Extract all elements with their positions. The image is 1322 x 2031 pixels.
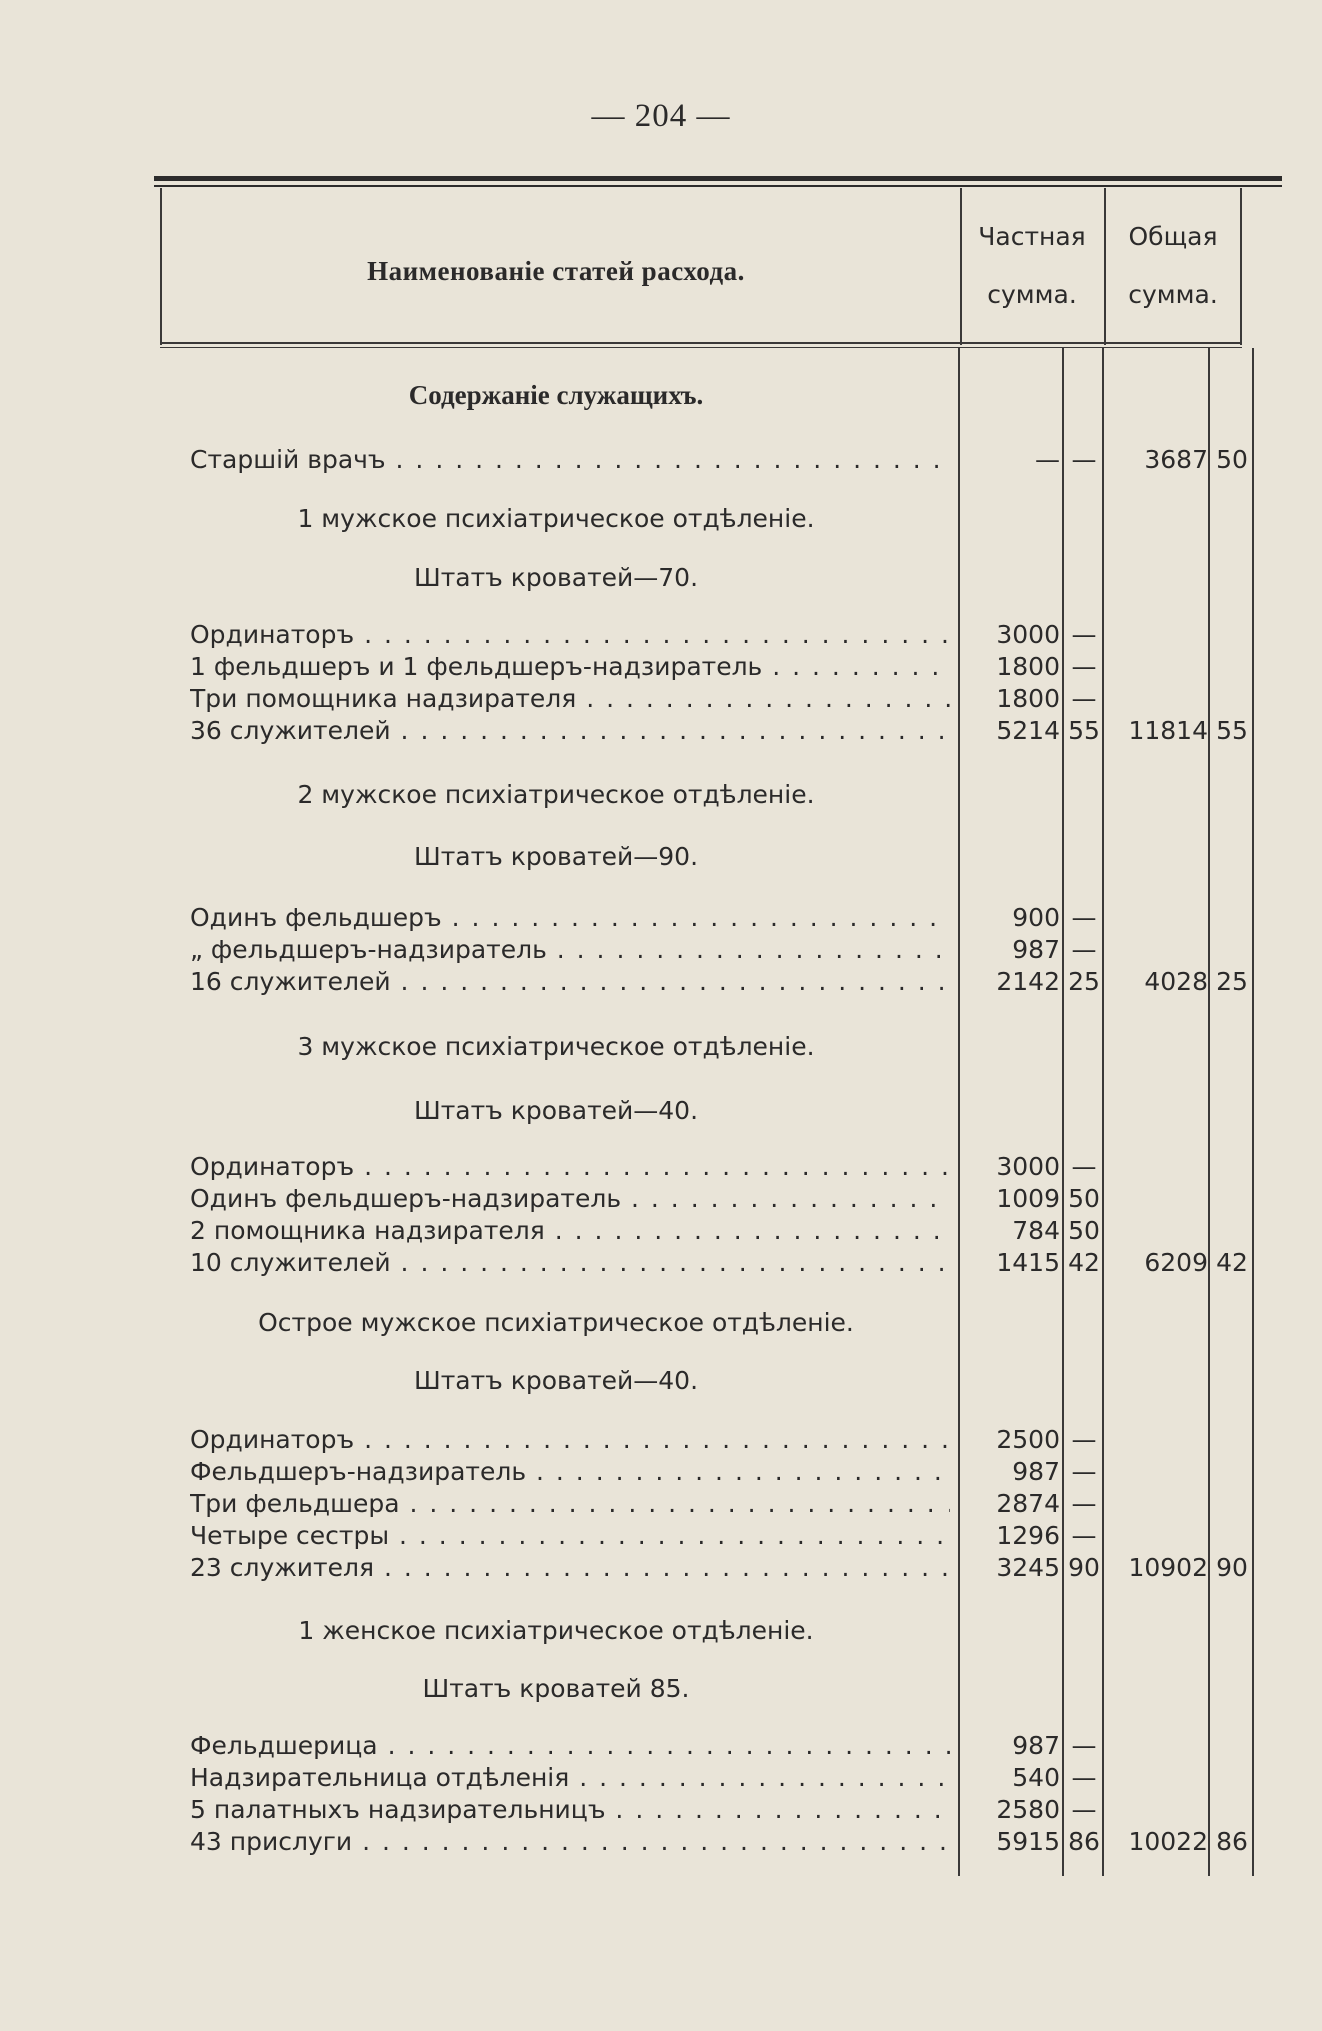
- total-sum: 6209: [1144, 1248, 1208, 1277]
- row-label: 23 служителя . . .: [190, 1552, 950, 1584]
- row-label: 43 прислуги . . .: [190, 1826, 950, 1858]
- row-label: Фельдшерица . . .: [190, 1730, 950, 1762]
- row-label: Четыре сестры . . .: [190, 1520, 950, 1552]
- partial-sum: 2142: [996, 967, 1060, 996]
- header-title: Наименованіе статей расхода.: [367, 256, 745, 286]
- total-sum: 3687: [1144, 445, 1208, 474]
- dept-beds: Штатъ кроватей—70.: [413, 563, 699, 592]
- partial-kopecks: —: [1071, 935, 1097, 964]
- partial-sum: 5915: [996, 1827, 1060, 1856]
- partial-kopecks: —: [1071, 620, 1097, 649]
- partial-kopecks: —: [1071, 903, 1097, 932]
- row-label: Ординаторъ . . .: [190, 619, 950, 651]
- partial-kopecks: 86: [1068, 1827, 1100, 1856]
- total-kopecks: 25: [1216, 967, 1248, 996]
- partial-kopecks: —: [1071, 1457, 1097, 1486]
- partial-kopecks: —: [1071, 1489, 1097, 1518]
- table-row: [0, 1183, 1322, 1215]
- table-row: [0, 1424, 1322, 1456]
- partial-kopecks: 55: [1068, 716, 1100, 745]
- header-divider-2: [1104, 188, 1106, 345]
- dept-beds: Штатъ кроватей—90.: [413, 842, 699, 871]
- header-partial-line1: Частная: [978, 222, 1086, 251]
- row-label: Три помощника надзирателя . . .: [190, 683, 950, 715]
- col-line-total-left: [1102, 348, 1104, 1876]
- header-bottom-rule: [160, 342, 1242, 344]
- partial-sum: 1415: [996, 1248, 1060, 1277]
- partial-kopecks: —: [1071, 684, 1097, 713]
- header-total-line1: Общая: [1128, 222, 1218, 251]
- header-divider-1: [960, 188, 962, 345]
- row-label: Ординаторъ . . .: [190, 1151, 950, 1183]
- row-label: „ фельдшеръ-надзиратель . . .: [190, 934, 950, 966]
- table-row: [0, 1215, 1322, 1247]
- dept-title: 1 женское психіатрическое отдѣленіе.: [298, 1616, 814, 1645]
- table-row: [0, 966, 1322, 998]
- row-label: 5 палатныхъ надзирательницъ . . .: [190, 1794, 950, 1826]
- total-kopecks: 55: [1216, 716, 1248, 745]
- table-row: [0, 1730, 1322, 1762]
- partial-sum: 1009: [996, 1184, 1060, 1213]
- partial-sum: 987: [1012, 1731, 1060, 1760]
- partial-sum: 2500: [996, 1425, 1060, 1454]
- partial-sum: 540: [1012, 1763, 1060, 1792]
- header-partial-line2: сумма.: [987, 280, 1077, 309]
- top-rule-thick: [154, 176, 1282, 181]
- table-row: [0, 1247, 1322, 1279]
- partial-kopecks: 25: [1068, 967, 1100, 996]
- row-label: Одинъ фельдшеръ-надзиратель . . .: [190, 1183, 950, 1215]
- table-right-border: [1240, 188, 1242, 345]
- table-row: [0, 1151, 1322, 1183]
- dept-title: Острое мужское психіатрическое отдѣленіе.: [258, 1308, 854, 1337]
- total-kopecks: 50: [1216, 445, 1248, 474]
- partial-kopecks: 50: [1068, 1184, 1100, 1213]
- table-row: [0, 902, 1322, 934]
- partial-sum: 3000: [996, 1152, 1060, 1181]
- table-row: [0, 651, 1322, 683]
- partial-kopecks: —: [1071, 445, 1097, 474]
- table-row: [0, 619, 1322, 651]
- dept-title: 1 мужское психіатрическое отдѣленіе.: [297, 504, 815, 533]
- partial-sum: 3245: [996, 1553, 1060, 1582]
- table-row: [0, 1552, 1322, 1584]
- table-row: [0, 683, 1322, 715]
- partial-sum: 900: [1012, 903, 1060, 932]
- row-label: Одинъ фельдшеръ . . .: [190, 902, 950, 934]
- dept-beds: Штатъ кроватей 85.: [422, 1674, 690, 1703]
- partial-sum: 1296: [996, 1521, 1060, 1550]
- dept-title: 3 мужское психіатрическое отдѣленіе.: [297, 1032, 815, 1061]
- row-label: Ординаторъ . . .: [190, 1424, 950, 1456]
- table-row: [0, 1488, 1322, 1520]
- total-kopecks: 86: [1216, 1827, 1248, 1856]
- dept-beds: Штатъ кроватей—40.: [413, 1096, 699, 1125]
- total-sum: 10022: [1128, 1827, 1208, 1856]
- partial-kopecks: 50: [1068, 1216, 1100, 1245]
- partial-kopecks: —: [1071, 1795, 1097, 1824]
- dept-title: 2 мужское психіатрическое отдѣленіе.: [297, 780, 815, 809]
- partial-kopecks: —: [1071, 1425, 1097, 1454]
- row-label: 16 служителей . . .: [190, 966, 950, 998]
- total-sum: 11814: [1128, 716, 1208, 745]
- partial-kopecks: —: [1071, 1763, 1097, 1792]
- partial-sum: 1800: [996, 652, 1060, 681]
- table-row: [0, 1520, 1322, 1552]
- section-title: Содержаніе служащихъ.: [408, 380, 704, 410]
- row-label: Три фельдшера . . .: [190, 1488, 950, 1520]
- partial-kopecks: —: [1071, 1152, 1097, 1181]
- top-rule-thin: [154, 185, 1282, 187]
- page-number: — 204 —: [591, 98, 731, 134]
- total-sum: 4028: [1144, 967, 1208, 996]
- row-label: 1 фельдшеръ и 1 фельдшеръ-надзиратель . . .: [190, 651, 950, 683]
- col-line-right: [1252, 348, 1254, 1876]
- row-label: 2 помощника надзирателя . . .: [190, 1215, 950, 1247]
- table-row: [0, 715, 1322, 747]
- partial-kopecks: 90: [1068, 1553, 1100, 1582]
- header-total-line2: сумма.: [1128, 280, 1218, 309]
- table-row: [0, 1794, 1322, 1826]
- total-sum: 10902: [1128, 1553, 1208, 1582]
- partial-sum: 784: [1012, 1216, 1060, 1245]
- dept-beds: Штатъ кроватей—40.: [413, 1366, 699, 1395]
- total-kopecks: 42: [1216, 1248, 1248, 1277]
- partial-kopecks: —: [1071, 1521, 1097, 1550]
- partial-sum: —: [1035, 445, 1060, 474]
- col-line-total-kop: [1208, 348, 1210, 1876]
- partial-kopecks: 42: [1068, 1248, 1100, 1277]
- row-label: Старшій врачъ . . .: [190, 444, 950, 476]
- partial-sum: 5214: [996, 716, 1060, 745]
- table-row: [0, 934, 1322, 966]
- header-bottom-rule-2: [160, 347, 1242, 348]
- partial-kopecks: —: [1071, 652, 1097, 681]
- row-label: 36 служителей . . .: [190, 715, 950, 747]
- partial-sum: 987: [1012, 1457, 1060, 1486]
- col-line-partial-kop: [1062, 348, 1064, 1876]
- table-row: [0, 1456, 1322, 1488]
- row-label: Надзирательница отдѣленія . . .: [190, 1762, 950, 1794]
- partial-sum: 2874: [996, 1489, 1060, 1518]
- row-label: Фельдшеръ-надзиратель . . .: [190, 1456, 950, 1488]
- partial-kopecks: —: [1071, 1731, 1097, 1760]
- table-row: [0, 1826, 1322, 1858]
- total-kopecks: 90: [1216, 1553, 1248, 1582]
- partial-sum: 987: [1012, 935, 1060, 964]
- table-row: [0, 444, 1322, 476]
- table-row: [0, 1762, 1322, 1794]
- row-label: 10 служителей . . .: [190, 1247, 950, 1279]
- partial-sum: 1800: [996, 684, 1060, 713]
- partial-sum: 3000: [996, 620, 1060, 649]
- partial-sum: 2580: [996, 1795, 1060, 1824]
- col-line-partial-left: [958, 348, 960, 1876]
